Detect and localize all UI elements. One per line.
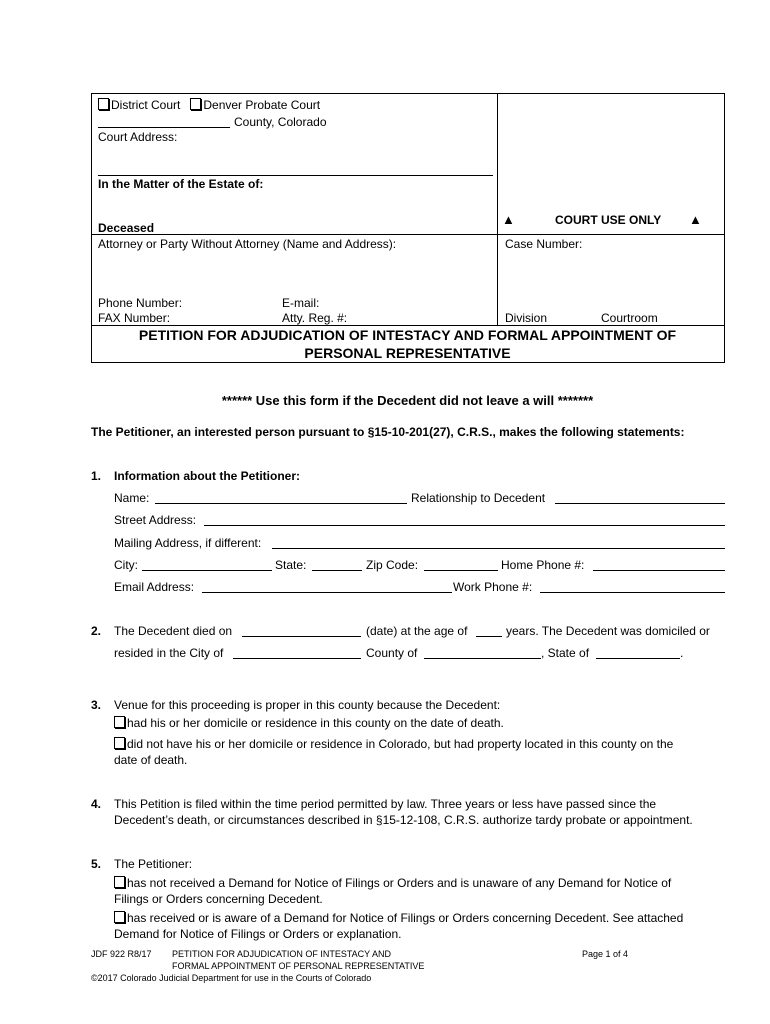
caption-divider-1 — [497, 234, 724, 235]
s5-option2-checkbox[interactable] — [114, 911, 125, 923]
zip-field[interactable] — [424, 570, 498, 571]
relationship-field[interactable] — [555, 503, 725, 504]
s3-option2 — [114, 737, 673, 751]
denver-probate-checkbox[interactable] — [190, 98, 201, 110]
triangle-right-icon: ▲ — [689, 212, 702, 227]
s1-number: 1. — [91, 469, 102, 483]
s1-relationship-label: Relationship to Decedent — [411, 491, 546, 505]
s2-county-of: County of — [366, 646, 418, 660]
case-number-label: Case Number: — [505, 237, 583, 251]
s5-option1 — [114, 876, 671, 890]
attorney-label: Attorney or Party Without Attorney (Name and Address): — [98, 237, 397, 251]
s5-option2-cont: Demand for Notice of Filings or Orders or explanation. — [114, 927, 402, 941]
phone-label: Phone Number: — [98, 296, 183, 310]
s2-years: years. The Decedent was domiciled or — [506, 624, 710, 638]
mailing-field[interactable] — [272, 548, 725, 549]
footer-form-id: JDF 922 R8/17 — [91, 949, 152, 959]
s2-end: . — [680, 646, 684, 660]
name-field[interactable] — [155, 503, 407, 504]
matter-of-label: In the Matter of the Estate of: — [98, 177, 264, 191]
triangle-left-icon: ▲ — [502, 212, 515, 227]
caption-divider-vertical — [497, 93, 498, 326]
home-phone-field[interactable] — [593, 570, 725, 571]
court-use-only-label: COURT USE ONLY — [555, 213, 662, 227]
atty-reg-label: Atty. Reg. #: — [282, 311, 348, 325]
district-court-checkbox[interactable] — [98, 98, 109, 110]
s1-zip-label: Zip Code: — [366, 558, 419, 572]
s3-option2-cont: date of death. — [114, 753, 188, 767]
state-of-residence-field[interactable] — [596, 658, 680, 659]
court-type-row — [98, 98, 320, 112]
caption-divider-3 — [91, 325, 724, 326]
date-of-death-field[interactable] — [242, 636, 361, 637]
city-of-residence-field[interactable] — [233, 658, 361, 659]
s1-mailing-label: Mailing Address, if different: — [114, 536, 262, 550]
division-label: Division — [505, 311, 548, 325]
deceased-label: Deceased — [98, 221, 155, 235]
court-address-label: Court Address: — [98, 130, 178, 144]
court-address-field[interactable] — [98, 175, 493, 176]
age-field[interactable] — [476, 636, 502, 637]
s4-line1: This Petition is filed within the time period permitted by law. Three years or less have passed since the — [114, 797, 657, 811]
state-field[interactable] — [312, 570, 362, 571]
notice-text: ****** Use this form if the Decedent did not leave a will ******* — [221, 393, 594, 408]
s4-line2: Decedent’s death, or circumstances described in §15-12-108, C.R.S. authorize tardy probate or appointment. — [114, 813, 693, 827]
county-colorado-label: County, Colorado — [234, 115, 327, 129]
s2-state-of: , State of — [541, 646, 590, 660]
s3-option1-label: had his or her domicile or residence in this county on the date of death. — [127, 716, 504, 730]
courtroom-label: Courtroom — [601, 311, 658, 325]
denver-probate-label: Denver Probate Court — [203, 98, 321, 112]
s4-number: 4. — [91, 797, 102, 811]
city-field[interactable] — [142, 570, 272, 571]
s5-option2 — [114, 911, 683, 925]
s2-number: 2. — [91, 624, 102, 638]
s1-name-label: Name: — [114, 491, 150, 505]
footer-page-number: Page 1 of 4 — [582, 949, 629, 959]
s1-heading: Information about the Petitioner: — [114, 469, 300, 483]
county-of-residence-field[interactable] — [424, 658, 541, 659]
email-label: E-mail: — [282, 296, 320, 310]
s2-died-on: The Decedent died on — [114, 624, 233, 638]
s5-number: 5. — [91, 857, 102, 871]
s1-email-label: Email Address: — [114, 580, 195, 594]
s3-option2-label: did not have his or her domicile or residence in Colorado, but had property located in this county on the — [127, 737, 674, 751]
form-title-line1: PETITION FOR ADJUDICATION OF INTESTACY AND FORMAL APPOINTMENT OF — [138, 327, 677, 343]
work-phone-field[interactable] — [540, 592, 725, 593]
form-title-line2: PERSONAL REPRESENTATIVE — [304, 345, 511, 361]
s3-option1 — [114, 716, 504, 730]
fax-label: FAX Number: — [98, 311, 171, 325]
intro-text: The Petitioner, an interested person pursuant to §15-10-201(27), C.R.S., makes the following statements: — [91, 425, 685, 439]
s5-option1-label: has not received a Demand for Notice of Filings or Orders and is unaware of any Demand for Notice of — [127, 876, 672, 890]
s1-city-label: City: — [114, 558, 138, 572]
s3-number: 3. — [91, 698, 102, 712]
street-field[interactable] — [204, 525, 725, 526]
district-court-label: District Court — [111, 98, 181, 112]
s5-option2-label: has received or is aware of a Demand for Notice of Filings or Orders concerning Decedent. See attached — [127, 911, 684, 925]
s3-option2-checkbox[interactable] — [114, 737, 125, 749]
s1-home-phone-label: Home Phone #: — [501, 558, 585, 572]
footer-copyright: ©2017 Colorado Judicial Department for use in the Courts of Colorado — [91, 973, 372, 983]
s5-option1-cont: Filings or Orders concerning Decedent. — [114, 892, 323, 906]
email-field[interactable] — [202, 592, 452, 593]
county-field[interactable] — [98, 127, 230, 128]
s2-resided: resided in the City of — [114, 646, 224, 660]
s2-date-age: (date) at the age of — [366, 624, 468, 638]
s3-text: Venue for this proceeding is proper in this county because the Decedent: — [114, 698, 501, 712]
s1-state-label: State: — [275, 558, 307, 572]
s1-work-phone-label: Work Phone #: — [453, 580, 533, 594]
footer-title1: PETITION FOR ADJUDICATION OF INTESTACY AND — [172, 949, 392, 959]
s1-street-label: Street Address: — [114, 513, 197, 527]
s5-option1-checkbox[interactable] — [114, 876, 125, 888]
s3-option1-checkbox[interactable] — [114, 716, 125, 728]
footer-title2: FORMAL APPOINTMENT OF PERSONAL REPRESENTATIVE — [172, 961, 425, 971]
s5-text: The Petitioner: — [114, 857, 193, 871]
